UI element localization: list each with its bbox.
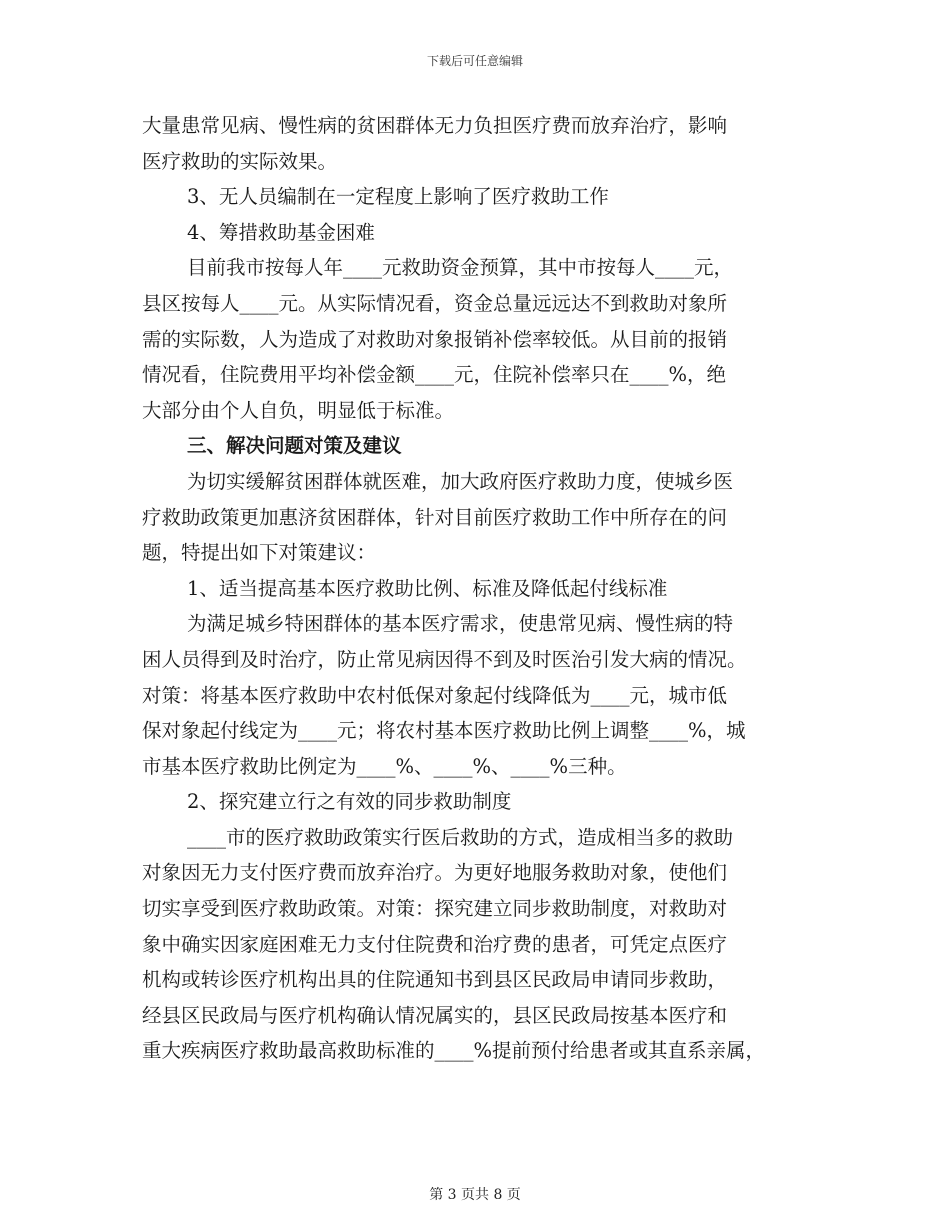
text-line: 为切实缓解贫困群体就医难，加大政府医疗救助力度，使城乡医 bbox=[187, 469, 734, 493]
text-line: 目前我市按每人年____元救助资金预算，其中市按每人____元， bbox=[187, 256, 734, 280]
text-line: ____市的医疗救助政策实行医后救助的方式，造成相当多的救助 bbox=[187, 825, 734, 849]
text-line: 题，特提出如下对策建议： bbox=[142, 541, 377, 565]
text-line: 疗救助政策更加惠济贫困群体，针对目前医疗救助工作中所存在的问 bbox=[142, 505, 728, 529]
text-line: 县区按每人____元。从实际情况看，资金总量远远达不到救助对象所 bbox=[142, 291, 728, 315]
text-line: 1、适当提高基本医疗救助比例、标准及降低起付线标准 bbox=[187, 576, 668, 600]
text-line: 机构或转诊医疗机构出具的住院通知书到县区民政局申请同步救助， bbox=[142, 968, 728, 992]
text-line: 象中确实因家庭困难无力支付住院费和治疗费的患者，可凭定点医疗 bbox=[142, 932, 728, 956]
text-line: 困人员得到及时治疗，防止常见病因得不到及时医治引发大病的情况。 bbox=[142, 647, 747, 671]
page-header: 下载后可任意编辑 bbox=[426, 54, 523, 68]
text-line: 切实享受到医疗救助政策。对策：探究建立同步救助制度，对救助对 bbox=[142, 897, 728, 921]
text-line: 经县区民政局与医疗机构确认情况属实的，县区民政局按基本医疗和 bbox=[142, 1003, 728, 1027]
text-line: 大量患常见病、慢性病的贫困群体无力负担医疗费而放弃治疗，影响 bbox=[142, 114, 728, 137]
document-body bbox=[142, 108, 814, 1069]
text-line: 对策：将基本医疗救助中农村低保对象起付线降低为____元，城市低 bbox=[142, 683, 728, 707]
text-line: 3、无人员编制在一定程度上影响了医疗救助工作 bbox=[187, 185, 609, 209]
text-line: 需的实际数，人为造成了对救助对象报销补偿率较低。从目前的报销 bbox=[142, 327, 728, 351]
text-line: 市基本医疗救助比例定为____%、____%、____%三种。 bbox=[142, 754, 627, 778]
text-line: 医疗救助的实际效果。 bbox=[142, 149, 338, 173]
section-heading: 三、解决问题对策及建议 bbox=[187, 434, 402, 458]
text-line: 重大疾病医疗救助最高救助标准的____%提前预付给患者或其直系亲属， bbox=[142, 1039, 766, 1063]
text-line: 为满足城乡特困群体的基本医疗需求，使患常见病、慢性病的特 bbox=[187, 612, 734, 636]
text-line: 情况看，住院费用平均补偿金额____元，住院补偿率只在____%，绝 bbox=[142, 363, 727, 387]
page-footer: 第 3 页共 8 页 bbox=[429, 1187, 521, 1203]
text-line: 4、筹措救助基金困难 bbox=[187, 220, 375, 244]
text-line: 对象因无力支付医疗费而放弃治疗。为更好地服务救助对象，使他们 bbox=[142, 861, 728, 885]
text-line: 大部分由个人自负，明显低于标准。 bbox=[142, 398, 455, 422]
text-line: 保对象起付线定为____元；将农村基本医疗救助比例上调整____%，城 bbox=[142, 719, 746, 743]
text-line: 2、探究建立行之有效的同步救助制度 bbox=[187, 790, 512, 814]
